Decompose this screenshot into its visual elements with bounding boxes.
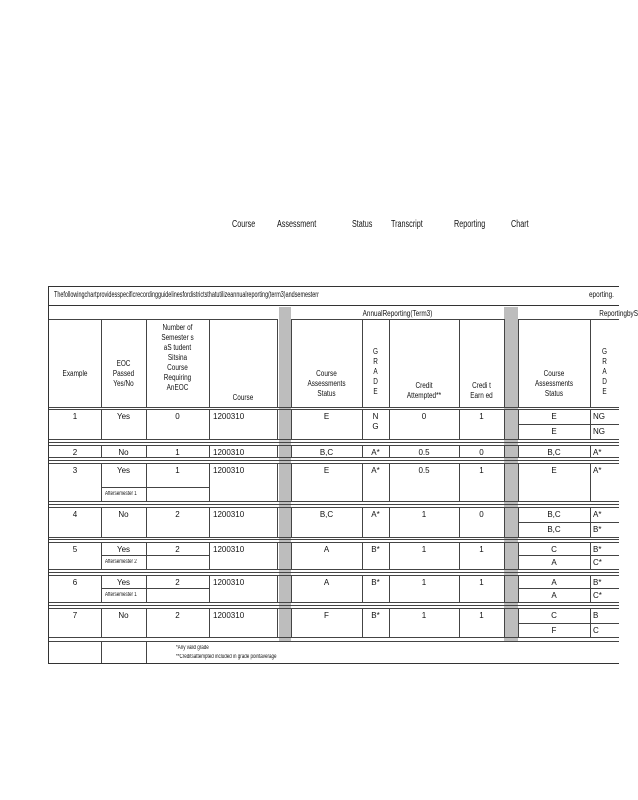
cell-grade: B* — [371, 578, 380, 587]
col-sem-assessment-status: Course Assessments Status — [534, 369, 574, 398]
cell-example: 5 — [72, 545, 78, 554]
cell-course: 1200310 — [213, 545, 245, 554]
grid-line — [590, 463, 591, 501]
grid-line — [146, 641, 147, 663]
cell-course: 1200310 — [213, 448, 245, 457]
cell-credit-earned: 0 — [479, 510, 484, 519]
cell-grade: A* — [371, 448, 380, 457]
grid-line — [49, 539, 619, 540]
caption-text: Thefollowingchartprovidesspecificrecordingguidelinesfordistrictsthatutilizeannualreporting(term3)andsemesterr — [54, 290, 319, 299]
cell-grade: B* — [371, 611, 380, 620]
cell-credit-attempted: 1 — [421, 510, 427, 519]
chart-title-word: Course — [232, 219, 256, 230]
cell-credit-attempted: 0.5 — [418, 448, 430, 457]
cell-credit-earned: 1 — [479, 611, 484, 620]
semester-reporting-header: ReportingbyS — [599, 309, 638, 318]
caption-text-right: eporting. — [589, 290, 614, 299]
cell-after-semester-note: Aftersemester 2 — [105, 559, 137, 565]
cell-num-semesters: 2 — [175, 510, 180, 519]
cell-sem-assessment-status: E — [551, 427, 557, 436]
grid-line — [101, 588, 209, 589]
grid-line — [518, 424, 619, 425]
cell-example: 1 — [72, 412, 78, 421]
cell-sem-grade: B* — [593, 545, 602, 554]
grid-line — [504, 319, 505, 407]
cell-sem-assessment-status: C — [551, 545, 557, 554]
grid-line — [209, 445, 210, 457]
cell-sem-assessment-status: A — [551, 558, 557, 567]
cell-credit-earned: 1 — [479, 578, 484, 587]
cell-sem-grade: NG — [593, 427, 605, 436]
grid-line — [389, 319, 390, 407]
cell-eoc-passed: Yes — [116, 578, 131, 587]
cell-num-semesters: 2 — [175, 545, 180, 554]
cell-credit-earned: 1 — [479, 412, 484, 421]
grid-line — [49, 637, 619, 638]
cell-sem-assessment-status: A — [551, 578, 557, 587]
grid-line — [49, 504, 619, 505]
cell-sem-assessment-status: B,C — [547, 448, 561, 457]
grid-line — [49, 507, 619, 508]
cell-eoc-passed: Yes — [116, 412, 131, 421]
cell-num-semesters: 1 — [175, 448, 180, 457]
grid-line — [49, 460, 619, 461]
grid-line — [101, 555, 209, 556]
cell-sem-assessment-status: A — [551, 591, 557, 600]
grid-line — [518, 319, 519, 407]
cell-after-semester-note: Aftersemester 1 — [105, 491, 137, 497]
col-course: Course — [232, 393, 254, 402]
cell-sem-assessment-status: E — [551, 412, 557, 421]
col-assessment-status: Course Assessments Status — [307, 369, 346, 398]
grid-line — [49, 537, 619, 538]
course-assessment-table — [48, 286, 638, 664]
grid-line — [504, 507, 505, 537]
cell-eoc-passed: No — [118, 510, 129, 519]
chart-title-word: Chart — [511, 219, 529, 230]
col-sem-grade: G R A D E — [602, 347, 607, 396]
cell-example: 3 — [72, 466, 78, 475]
grid-line — [362, 319, 363, 407]
cell-grade: A* — [371, 466, 380, 475]
grid-line — [504, 463, 505, 501]
cell-num-semesters: 0 — [175, 412, 180, 421]
grid-line — [590, 319, 591, 407]
cell-grade: N G — [372, 412, 379, 431]
cell-sem-grade: A* — [593, 448, 602, 457]
annual-reporting-header: AnnualReporting(Term3) — [362, 309, 433, 318]
grid-line — [209, 608, 210, 637]
grid-line — [518, 623, 619, 624]
grid-line — [49, 501, 619, 502]
cell-eoc-passed: No — [118, 611, 129, 620]
cell-sem-assessment-status: C — [551, 611, 557, 620]
cell-course: 1200310 — [213, 510, 245, 519]
cell-eoc-passed: Yes — [116, 466, 131, 475]
col-credit-earned: Credi t Earn ed — [470, 381, 493, 400]
grid-line — [49, 569, 619, 570]
cell-example: 6 — [72, 578, 78, 587]
grid-line — [101, 319, 102, 407]
cell-num-semesters: 1 — [175, 466, 180, 475]
grid-line — [504, 575, 505, 602]
footnote-credits: **Creditsattempted included in grade pointaverage — [176, 654, 277, 660]
grid-line — [504, 542, 505, 569]
cell-credit-earned: 1 — [479, 545, 484, 554]
grid-line — [209, 409, 210, 439]
grid-line — [291, 319, 292, 407]
col-grade: G R A D E — [373, 347, 378, 396]
grid-line — [459, 319, 460, 407]
footnote-valid-grade: *Any valid grade — [176, 645, 209, 651]
cell-sem-assessment-status: F — [551, 626, 557, 635]
cell-credit-earned: 0 — [479, 448, 484, 457]
grid-line — [49, 572, 619, 573]
grid-line — [49, 575, 619, 576]
cell-sem-grade: B* — [593, 578, 602, 587]
cell-course: 1200310 — [213, 611, 245, 620]
grid-line — [209, 319, 210, 407]
cell-credit-attempted: 1 — [421, 578, 427, 587]
col-num-semesters: Number of Semester s aS tudent Sitsina Course Requiring AnEOC — [161, 323, 194, 392]
cell-example: 4 — [72, 510, 78, 519]
col-eoc-passed: EOC Passed Yes/No — [112, 359, 135, 388]
cell-assessment-status: B,C — [319, 510, 334, 519]
cell-eoc-passed: No — [118, 448, 129, 457]
cell-eoc-passed: Yes — [116, 545, 131, 554]
grid-line — [518, 555, 619, 556]
grid-line — [518, 588, 619, 589]
cell-sem-grade: NG — [593, 412, 605, 421]
grid-line — [146, 319, 147, 407]
grid-line — [49, 641, 619, 642]
cell-num-semesters: 2 — [175, 611, 180, 620]
grid-line — [49, 542, 619, 543]
grid-line — [101, 641, 102, 663]
cell-num-semesters: 2 — [175, 578, 180, 587]
cell-sem-grade: A* — [593, 510, 602, 519]
col-credit-attempted: Credit Attempted** — [406, 381, 442, 400]
grid-line — [49, 445, 619, 446]
col-example: Example — [62, 369, 88, 378]
table-caption — [49, 287, 619, 306]
cell-sem-assessment-status: B,C — [547, 525, 561, 534]
cell-assessment-status: E — [323, 466, 330, 475]
cell-sem-assessment-status: B,C — [547, 510, 561, 519]
grid-line — [49, 439, 619, 440]
grid-line — [518, 522, 619, 523]
cell-assessment-status: F — [324, 611, 329, 620]
chart-title-word: Reporting — [454, 219, 486, 230]
cell-course: 1200310 — [213, 466, 245, 475]
cell-credit-attempted: 1 — [421, 545, 427, 554]
cell-grade: A* — [371, 510, 380, 519]
grid-line — [590, 445, 591, 457]
chart-title-word: Transcript — [391, 219, 423, 230]
grid-line — [277, 319, 278, 407]
cell-credit-attempted: 0 — [421, 412, 427, 421]
cell-sem-grade: C* — [593, 558, 602, 567]
grid-line — [49, 319, 277, 320]
grid-line — [49, 409, 619, 410]
cell-credit-attempted: 0.5 — [418, 466, 430, 475]
grid-line — [101, 487, 209, 488]
separator-bar — [504, 307, 518, 641]
grid-line — [49, 463, 619, 464]
grid-line — [209, 507, 210, 537]
cell-grade: B* — [371, 545, 380, 554]
cell-sem-assessment-status: E — [551, 466, 557, 475]
cell-assessment-status: B,C — [319, 448, 334, 457]
grid-line — [49, 407, 619, 408]
cell-sem-grade: B — [593, 611, 599, 620]
chart-title-word: Status — [352, 219, 373, 230]
cell-assessment-status: A — [323, 578, 330, 587]
cell-credit-attempted: 1 — [421, 611, 427, 620]
cell-sem-grade: A* — [593, 466, 602, 475]
cell-sem-grade: C — [593, 626, 599, 635]
grid-line — [49, 442, 619, 443]
grid-line — [518, 319, 619, 320]
cell-course: 1200310 — [213, 412, 245, 421]
grid-line — [504, 608, 505, 637]
grid-line — [504, 445, 505, 457]
cell-assessment-status: A — [323, 545, 330, 554]
grid-line — [49, 608, 619, 609]
cell-assessment-status: E — [323, 412, 330, 421]
cell-after-semester-note: Aftersemester 1 — [105, 592, 137, 598]
chart-title-word: Assessment — [277, 219, 317, 230]
cell-sem-grade: C* — [593, 591, 602, 600]
grid-line — [49, 602, 619, 603]
cell-course: 1200310 — [213, 578, 245, 587]
cell-example: 7 — [72, 611, 78, 620]
grid-line — [49, 605, 619, 606]
cell-example: 2 — [72, 448, 78, 457]
grid-line — [291, 319, 504, 320]
grid-line — [504, 409, 505, 439]
cell-sem-grade: B* — [593, 525, 602, 534]
cell-credit-earned: 1 — [479, 466, 484, 475]
